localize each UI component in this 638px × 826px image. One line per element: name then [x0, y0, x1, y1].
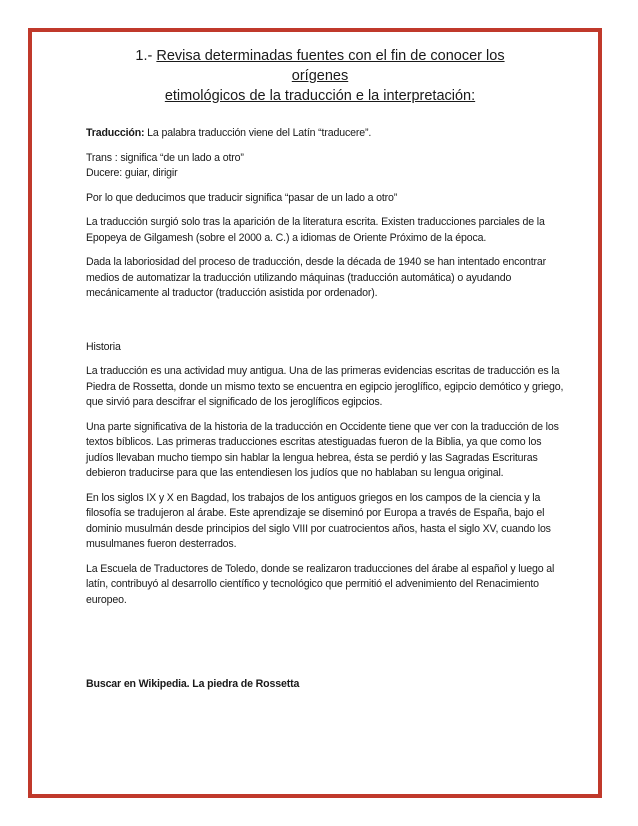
heading-number: 1.-	[135, 48, 153, 64]
deduction-paragraph: Por lo que deducimos que traducir significa “pasar de un lado a otro”	[86, 191, 398, 204]
toledo-paragraph: La Escuela de Traductores de Toledo, donde se realizaron traducciones del árabe al español y luego al latín, contribuyó al desarrollo científico y tecnológico que permitió el advenimiento del Renacimiento europeo.	[86, 562, 555, 606]
origin-paragraph: La traducción surgió solo tras la aparición de la literatura escrita. Existen traducciones parciales de la Epopeya de Gilgamesh (sobre el 2000 a. C.) a idiomas de Oriente Próximo de la época.	[86, 216, 545, 244]
spacer	[86, 311, 564, 340]
bagdad-paragraph: En los siglos IX y X en Bagdad, los trabajos de los antiguos griegos en los campos de la ciencia y la filosofía se tradujeron al árabe. Este aprendizaje se diseminó por Europa a través de España, bajo el dominio musulmán desde principios del siglo VIII por cuatrocientos años, hasta el siglo XV, cuando los musulmanes fueron desterrados.	[86, 491, 551, 550]
wikipedia-reference: Buscar en Wikipedia. La piedra de Rossetta	[86, 678, 300, 690]
etymology-ducere: Ducere: guiar, dirigir	[86, 167, 178, 179]
definition-label: Traducción:	[86, 127, 145, 139]
historia-title: Historia	[86, 340, 121, 353]
definition-paragraph	[86, 126, 564, 142]
automation-paragraph: Dada la laboriosidad del proceso de traducción, desde la década de 1940 se han intentado encontrar medios de automatizar la traducción utilizando máquinas (traducción automática) o ayudando mecánicamente al traductor (traducción asistida por ordenador).	[86, 256, 547, 299]
heading-line-2: etimológicos de la traducción e la interpretación:	[164, 88, 476, 104]
assignment-heading	[110, 46, 530, 106]
document-body	[86, 126, 564, 702]
etymology-trans: Trans : significa “de un lado a otro”	[86, 151, 244, 164]
heading-line-1: Revisa determinadas fuentes con el fin de conocer los orígenes	[156, 48, 505, 84]
rossetta-paragraph: La traducción es una actividad muy antigua. Una de las primeras evidencias escritas de traducción es la Piedra de Rossetta, donde un mismo texto se encuentra en egipcio jeroglífico, egipcio demótico y griego, que sirvió para descifrar el significado de los jeroglíficos egipcios.	[86, 365, 564, 408]
definition-text: La palabra traducción viene del Latín “traducere”.	[144, 127, 372, 139]
spacer-large	[86, 617, 564, 677]
biblical-paragraph: Una parte significativa de la historia de la traducción en Occidente tiene que ver con la traducción de los textos bíblicos. Las primeras traducciones escritas atestiguadas fueron de la Biblia, ya que como los judíos llevaban mucho tiempo sin hablar la lengua hebrea, ésta se perdió y las Sagradas Escrituras debieron traducirse para que las entendiesen los judíos que no hablaban su lengua original.	[86, 420, 559, 479]
